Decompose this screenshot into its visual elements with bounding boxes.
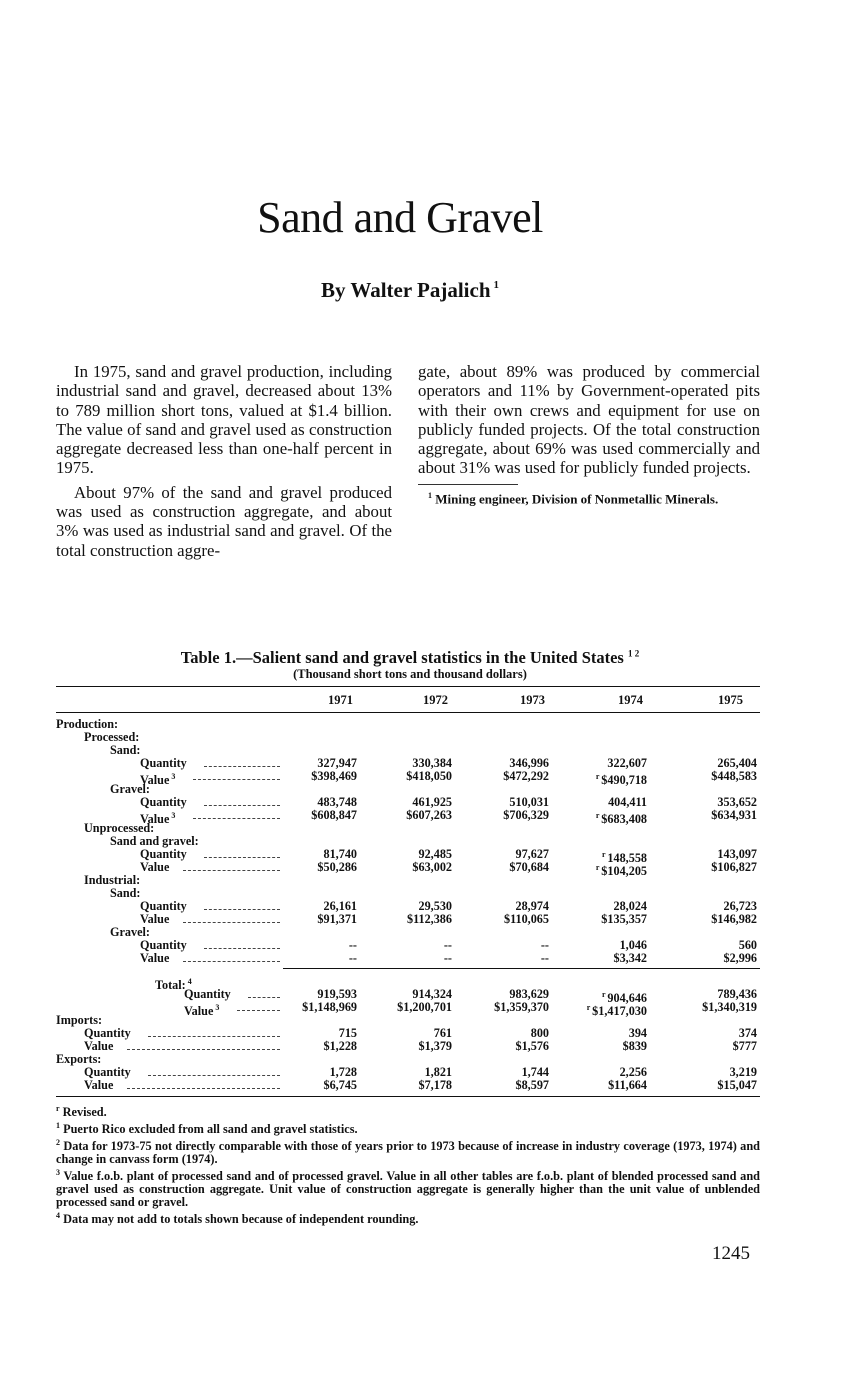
footnote-text: Mining engineer, Division of Nonmetallic Minerals. [435,491,719,507]
row-label: Total: $^4$ [155,977,192,993]
table-cell: 983,629 [509,987,549,1001]
note-mark: 3 [56,1168,60,1178]
table-cell: 29,530 [418,899,452,913]
note-text: Data for 1973-75 not directly comparable with those of years prior to 1973 because of increase in industry coverage (1973, 1974) and change in canvass form (1974). [56,1139,760,1167]
table-cell: $91,371 [317,912,357,926]
note-text: Puerto Rico excluded from all sand and gravel statistics. [63,1122,358,1137]
table-cell: 560 [738,938,757,952]
table-cell: $146,982 [711,912,757,926]
leader-dots [127,1049,281,1050]
table-title [50,648,770,668]
revised-mark: r [595,772,602,781]
year-header: 1975 [718,693,743,707]
table-cell: $448,583 [711,769,757,783]
table-cell: 26,723 [723,899,757,913]
row-label: Quantity [140,756,187,770]
row-label: Quantity [84,1065,131,1079]
author-line [0,278,820,303]
table-cell: $11,664 [608,1078,647,1092]
table-cell: $50,286 [317,860,357,874]
table-cell: 1,744 [521,1065,549,1079]
note-mark: r [56,1104,60,1113]
table-cell: $^r$ 148,558 [601,850,647,866]
row-label: Sand: [110,886,141,900]
table-cell: 2,256 [619,1065,647,1079]
leader-dots [148,1075,280,1076]
table-total-rule [283,968,760,969]
leader-dots [183,961,281,962]
table-notes [56,1102,760,1226]
row-label: Gravel: [110,782,150,796]
table-subtitle: (Thousand short tons and thousand dollars) [293,667,527,681]
table-cell: $418,050 [406,769,452,783]
table-cell: $6,745 [323,1078,357,1092]
table-note [56,1102,760,1119]
revised-mark: r [601,990,608,999]
table-cell: 327,947 [317,756,357,770]
table-cell: 143,097 [717,847,757,861]
table-cell: 346,996 [509,756,549,770]
row-label: Production: [56,717,119,731]
row-label: Quantity [84,1026,131,1040]
table-cell: 394 [628,1026,647,1040]
row-label: Value [84,1039,114,1053]
table-cell: $7,178 [418,1078,452,1092]
table-cell: 3,219 [729,1065,757,1079]
table-cell: $1,228 [323,1039,357,1053]
row-label: Value $^3$ [140,772,176,788]
row-label: Value $^3$ [184,1003,220,1019]
table-cell: $1,340,319 [702,1000,757,1014]
paragraph: In 1975, sand and gravel production, including industrial sand and gravel, decreased about 13% to 789 million short tons, valued at $1.4 billion. The value of sand and gravel used as construction aggregate decreased less than one-half percent in 1975. [56,362,392,478]
table-cell: $^r$ $104,205 [595,863,647,879]
table-cell: 404,411 [608,795,647,809]
table-cell: -- [540,938,549,952]
row-label: Unprocessed: [84,821,155,835]
table-cell: 789,436 [717,987,757,1001]
leader-dots [183,870,281,871]
row-label-mark: 3 [169,772,176,781]
table-note [56,1119,760,1136]
row-label-mark: 3 [169,811,176,820]
table-cell: 26,161 [323,899,357,913]
table-cell: 81,740 [323,847,357,861]
table-cell: 510,031 [509,795,549,809]
table-cell: $472,292 [503,769,549,783]
table-cell: $^r$ $683,408 [595,811,647,827]
row-label: Value [140,860,170,874]
note-mark: 4 [56,1211,60,1221]
note-mark: 2 [56,1138,60,1148]
table-cell: $1,148,969 [302,1000,357,1014]
author-name: By Walter Pajalich [320,278,491,302]
row-label: Value [84,1078,114,1092]
table-cell: $^r$ $1,417,030 [586,1003,647,1019]
table-top-rule [56,686,760,687]
row-label-mark: 4 [185,977,192,986]
table-cell: 461,925 [412,795,452,809]
table-cell: $1,379 [418,1039,452,1053]
footnote-mark: 1 [428,490,432,500]
table-cell: -- [443,938,452,952]
table-cell: $15,047 [717,1078,757,1092]
revised-mark: r [586,1003,593,1012]
row-label: Quantity [140,938,187,952]
note-text: Data may not add to totals shown because of independent rounding. [63,1212,419,1227]
article-title: Sand and Gravel [257,193,543,242]
table-cell: 330,384 [412,756,452,770]
row-label: Imports: [56,1013,103,1027]
row-label: Value [140,912,170,926]
table-cell: $839 [622,1039,647,1053]
table-bottom-rule [56,1096,760,1097]
table-cell: $608,847 [311,808,357,822]
year-header: 1971 [328,693,353,707]
author-footnote [418,489,760,505]
row-label: Industrial: [84,873,141,887]
table-cell: $112,386 [406,912,452,926]
footnote-divider [418,484,518,485]
row-label-mark: 3 [213,1003,220,1012]
row-label: Quantity [140,795,187,809]
table-title-text: Table 1.—Salient sand and gravel statistics in the United States [180,648,624,667]
row-label: Exports: [56,1052,102,1066]
table-cell: -- [443,951,452,965]
table-cell: $607,263 [406,808,452,822]
row-label: Processed: [84,730,140,744]
table-cell: $106,827 [711,860,757,874]
note-text: Revised. [62,1105,107,1120]
row-label: Quantity [140,899,187,913]
year-header: 1974 [618,693,643,707]
table-cell: $1,359,370 [494,1000,549,1014]
table-cell: -- [348,938,357,952]
year-header: 1972 [423,693,448,707]
leader-dots [183,922,281,923]
table-cell: $634,931 [711,808,757,822]
table-cell: 800 [530,1026,549,1040]
revised-mark: r [595,811,602,820]
table-cell: $1,200,701 [397,1000,452,1014]
text-column-right [418,362,760,505]
table-cell: 28,974 [515,899,549,913]
paragraph: About 97% of the sand and gravel produced was used as construction aggregate, and about 3% was used as industrial sand and gravel. Of the total construction aggre- [56,482,392,560]
table-cell: $63,002 [412,860,452,874]
table-cell: 97,627 [515,847,549,861]
row-label: Quantity [140,847,187,861]
table-cell: 374 [738,1026,757,1040]
table-cell: $110,065 [503,912,549,926]
revised-mark: r [595,863,602,872]
table-note [56,1136,760,1166]
table-note [56,1209,760,1226]
table-note [56,1166,760,1209]
table-cell: $70,684 [509,860,549,874]
author-footnote-mark: 1 [493,279,500,291]
table-cell: 1,728 [329,1065,357,1079]
table-cell: $135,357 [601,912,647,926]
table-cell: 483,748 [317,795,357,809]
row-label: Value [140,951,170,965]
revised-mark: r [601,850,608,859]
table-cell: 761 [433,1026,452,1040]
table-cell: $^r$ $490,718 [595,772,647,788]
note-text: Value f.o.b. plant of processed sand and of processed gravel. Value in all other tables are f.o.b. plant of blended processed sand and gravel used as construction aggregate. Unit value of construction aggregate is generally higher than the unit value of unblended processed sand or gravel. [56,1169,760,1210]
table-header-rule [56,712,760,713]
page-number: 1245 [712,1243,750,1264]
table-cell: 353,652 [717,795,757,809]
row-label: Gravel: [110,925,150,939]
table-cell: -- [348,951,357,965]
year-header: 1973 [520,693,545,707]
leader-dots [127,1088,281,1089]
note-mark: 1 [56,1121,60,1131]
table-cell: -- [540,951,549,965]
table-cell: 92,485 [418,847,452,861]
table-cell: 914,324 [412,987,452,1001]
table-cell: 322,607 [607,756,647,770]
table-cell: 1,821 [424,1065,452,1079]
table-cell: $^r$ 904,646 [601,990,647,1006]
table-cell: $2,996 [723,951,757,965]
table-cell: 265,404 [717,756,757,770]
text-column-left [56,362,392,565]
table-title-marks: 1 2 [627,648,640,659]
table-cell: $777 [732,1039,757,1053]
table-cell: $706,329 [503,808,549,822]
table-cell: $3,342 [613,951,647,965]
paragraph: gate, about 89% was produced by commercial operators and 11% by Government-operated pits with their own crews and equipment for use on publicly funded projects. Of the total construction aggregate, about 69% was used commercially and about 31% was used for publicly funded projects. [418,362,760,478]
row-label: Quantity [184,987,231,1001]
table-cell: $1,576 [515,1039,549,1053]
table-cell: $8,597 [515,1078,549,1092]
table-cell: 1,046 [619,938,647,952]
row-label: Sand: [110,743,141,757]
row-label: Value $^3$ [140,811,176,827]
table-cell: 28,024 [613,899,647,913]
table-cell: 715 [338,1026,357,1040]
leader-dots [148,1036,280,1037]
table-cell: 919,593 [317,987,357,1001]
row-label: Sand and gravel: [110,834,199,848]
table-cell: $398,469 [311,769,357,783]
